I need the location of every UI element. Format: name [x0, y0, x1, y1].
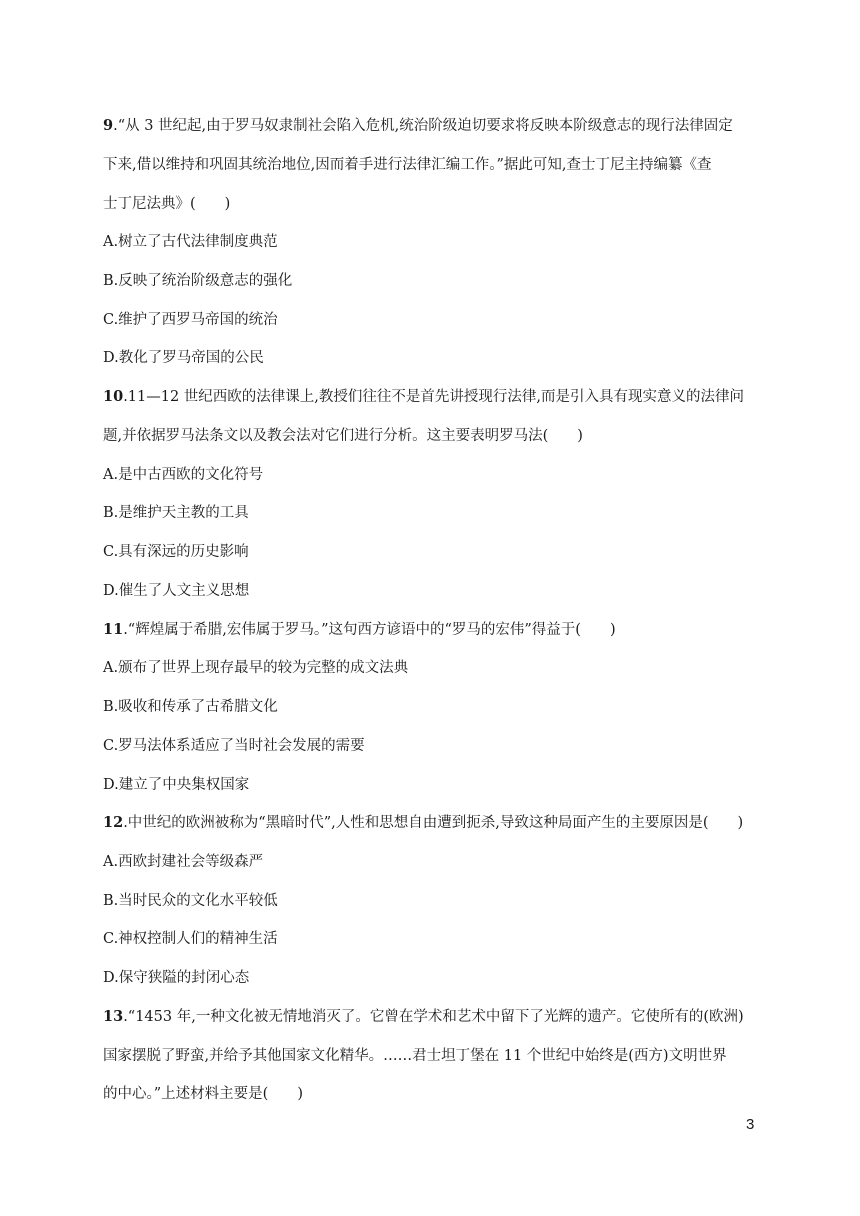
- question-10-option-b: B.是维护天主教的工具: [103, 505, 249, 521]
- question-12-option-c: C.神权控制人们的精神生活: [103, 931, 278, 947]
- question-11-number: 11: [103, 621, 124, 638]
- question-10-line-1: 10.11—12 世纪西欧的法律课上,教授们往往不是首先讲授现行法律,而是引入具有现实意义的法律问: [103, 388, 745, 405]
- question-9-line-3: 士丁尼法典》( ): [103, 196, 231, 212]
- question-9-option-c: C.维护了西罗马帝国的统治: [103, 312, 278, 328]
- question-10-number: 10: [103, 388, 124, 405]
- question-13-line-1: 13.“1453 年,一种文化被无情地消灭了。它曾在学术和艺术中留下了光辉的遗产。它使所有的(欧洲): [103, 1008, 744, 1025]
- question-11-line-1: 11.“辉煌属于希腊,宏伟属于罗马。”这句西方谚语中的“罗马的宏伟”得益于( ): [103, 621, 616, 638]
- question-10-option-d: D.催生了人文主义思想: [103, 583, 250, 599]
- question-12-option-d: D.保守狭隘的封闭心态: [103, 970, 250, 986]
- question-9-line-1: 9.“从 3 世纪起,由于罗马奴隶制社会陷入危机,统治阶级迫切要求将反映本阶级意志的现行法律固定: [103, 117, 733, 134]
- question-11-option-b: B.吸收和传承了古希腊文化: [103, 699, 278, 715]
- question-12-number: 12: [103, 814, 124, 831]
- question-13-line-2: 国家摆脱了野蛮,并给予其他国家文化精华。……君士坦丁堡在 11 个世纪中始终是(西方)文明世界: [103, 1048, 727, 1064]
- question-10-option-c: C.具有深远的历史影响: [103, 544, 249, 560]
- question-9-option-b: B.反映了统治阶级意志的强化: [103, 273, 293, 289]
- question-9-option-d: D.教化了罗马帝国的公民: [103, 350, 264, 366]
- question-12-option-a: A.西欧封建社会等级森严: [103, 854, 264, 870]
- question-10-option-a: A.是中古西欧的文化符号: [103, 467, 264, 483]
- page-number: 3: [746, 1116, 755, 1133]
- question-9-number: 9: [103, 117, 114, 134]
- question-13-number: 13: [103, 1008, 124, 1025]
- question-11-option-d: D.建立了中央集权国家: [103, 777, 250, 793]
- question-13-line-3: 的中心。”上述材料主要是( ): [103, 1086, 303, 1102]
- question-9-option-a: A.树立了古代法律制度典范: [103, 234, 278, 250]
- question-11-option-c: C.罗马法体系适应了当时社会发展的需要: [103, 738, 365, 754]
- question-9-line-2: 下来,借以维持和巩固其统治地位,因而着手进行法律汇编工作。”据此可知,查士丁尼主持编纂《查: [103, 157, 712, 173]
- question-12-line-1: 12.中世纪的欧洲被称为“黑暗时代”,人性和思想自由遭到扼杀,导致这种局面产生的主要原因是( ): [103, 814, 744, 831]
- question-12-option-b: B.当时民众的文化水平较低: [103, 893, 278, 909]
- question-11-option-a: A.颁布了世界上现存最早的较为完整的成文法典: [103, 660, 409, 676]
- question-10-line-2: 题,并依据罗马法条文以及教会法对它们进行分析。这主要表明罗马法( ): [103, 428, 583, 444]
